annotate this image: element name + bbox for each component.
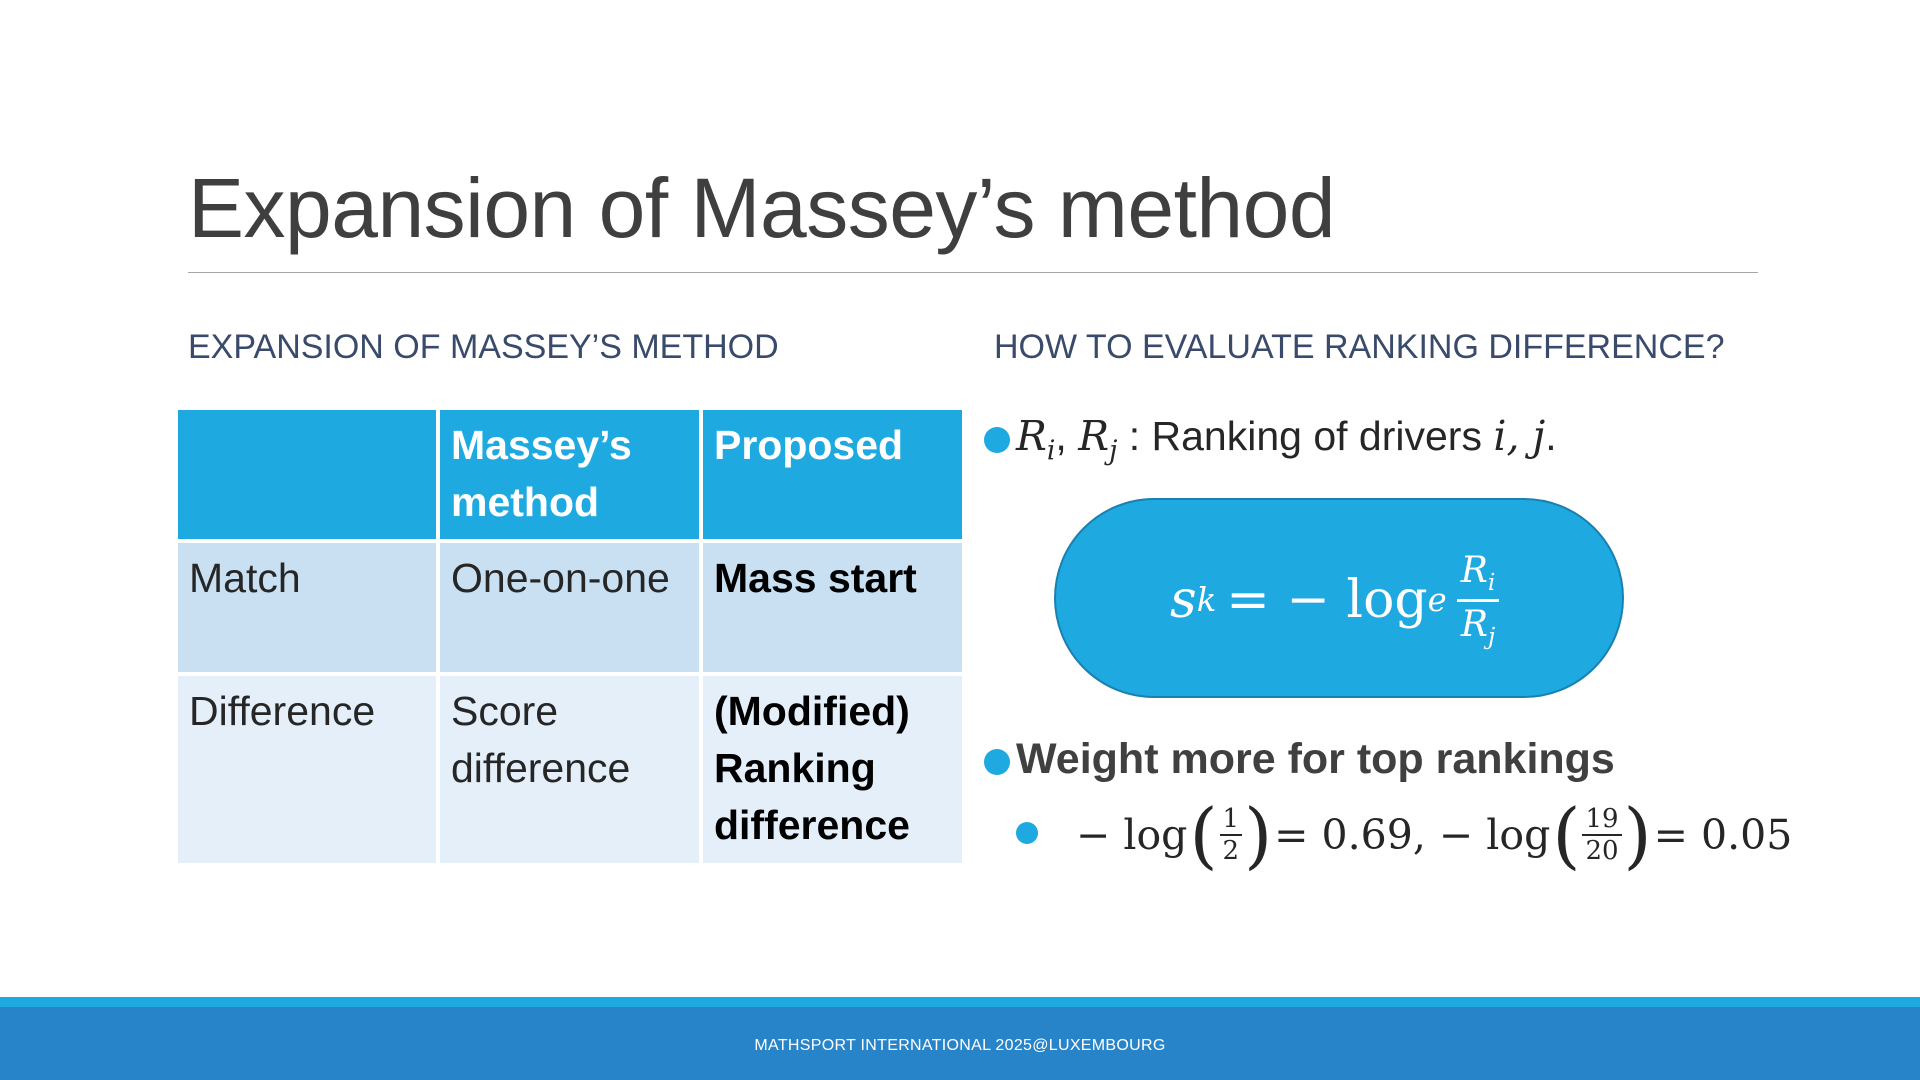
math-symbol: R bbox=[1016, 412, 1047, 460]
paren-open: ( bbox=[1189, 793, 1218, 877]
math-symbol: R bbox=[1460, 550, 1488, 592]
table-cell: (Modified) Ranking difference bbox=[703, 676, 962, 863]
math-equation: = 0.69, − log bbox=[1274, 811, 1551, 859]
paren-open: ( bbox=[1552, 793, 1581, 877]
math-r-i bbox=[1016, 412, 1056, 467]
table-header-cell-proposed: Proposed bbox=[703, 410, 962, 539]
math-subscript: j bbox=[1487, 621, 1496, 650]
math-comma: , bbox=[1055, 413, 1079, 459]
table-cell: Match bbox=[178, 543, 436, 672]
table-cell: Difference bbox=[178, 676, 436, 863]
math-equation: = 0.05 bbox=[1653, 811, 1793, 859]
fraction-numerator: 19 bbox=[1582, 804, 1621, 836]
left-heading: EXPANSION OF MASSEY’S METHOD bbox=[188, 328, 779, 366]
formula-rhs: = − log bbox=[1226, 570, 1428, 630]
bullet-text: : Ranking of drivers bbox=[1117, 413, 1494, 459]
math-symbol: R bbox=[1460, 603, 1488, 645]
bullet-log-examples bbox=[1046, 790, 1792, 880]
fraction-half bbox=[1220, 804, 1243, 866]
paren-close: ) bbox=[1623, 793, 1652, 877]
bullet-weight: Weight more for top rankings bbox=[1016, 735, 1615, 783]
bullet-period: . bbox=[1545, 413, 1557, 459]
formula-lhs: s bbox=[1170, 570, 1197, 630]
math-r-j bbox=[1078, 412, 1118, 467]
comparison-table bbox=[174, 406, 966, 867]
formula bbox=[1170, 540, 1499, 660]
fraction-denominator: 20 bbox=[1585, 836, 1619, 866]
table-cell: One-on-one bbox=[440, 543, 699, 672]
slide-title: Expansion of Massey’s method bbox=[188, 161, 1336, 255]
bullet-rankings bbox=[1016, 412, 1557, 466]
table-header-cell-empty bbox=[178, 410, 436, 539]
math-subscript: j bbox=[1109, 435, 1118, 467]
math-log: − log bbox=[1076, 811, 1188, 859]
table-header-cell-massey: Massey’s method bbox=[440, 410, 699, 539]
fraction-denominator: 2 bbox=[1222, 836, 1240, 866]
math-subscript: i bbox=[1046, 435, 1056, 467]
table-row bbox=[178, 676, 962, 863]
bullet-dot bbox=[984, 749, 1010, 775]
fraction-nineteen-twentieths bbox=[1582, 804, 1621, 866]
table-header-row bbox=[178, 410, 962, 539]
math-vars: i, j bbox=[1493, 412, 1546, 460]
sub-bullet-dot bbox=[1016, 822, 1038, 844]
paren-close: ) bbox=[1244, 793, 1273, 877]
table-cell: Score difference bbox=[440, 676, 699, 863]
formula-numerator bbox=[1457, 550, 1500, 601]
formula-lhs-subscript: k bbox=[1196, 581, 1217, 619]
fraction-numerator: 1 bbox=[1220, 804, 1243, 836]
bullet-dot bbox=[984, 427, 1010, 453]
footer-text: MATHSPORT INTERNATIONAL 2025@LUXEMBOURG bbox=[754, 1037, 1166, 1054]
formula-fraction bbox=[1457, 550, 1500, 649]
table-row bbox=[178, 543, 962, 672]
table-cell: Mass start bbox=[703, 543, 962, 672]
right-heading: HOW TO EVALUATE RANKING DIFFERENCE? bbox=[994, 328, 1725, 366]
formula-denominator bbox=[1457, 602, 1499, 650]
formula-log-base: e bbox=[1427, 581, 1447, 619]
math-symbol: R bbox=[1078, 412, 1110, 460]
title-divider bbox=[188, 272, 1758, 273]
footer-accent-bar bbox=[0, 997, 1920, 1007]
math-subscript: i bbox=[1487, 568, 1496, 597]
